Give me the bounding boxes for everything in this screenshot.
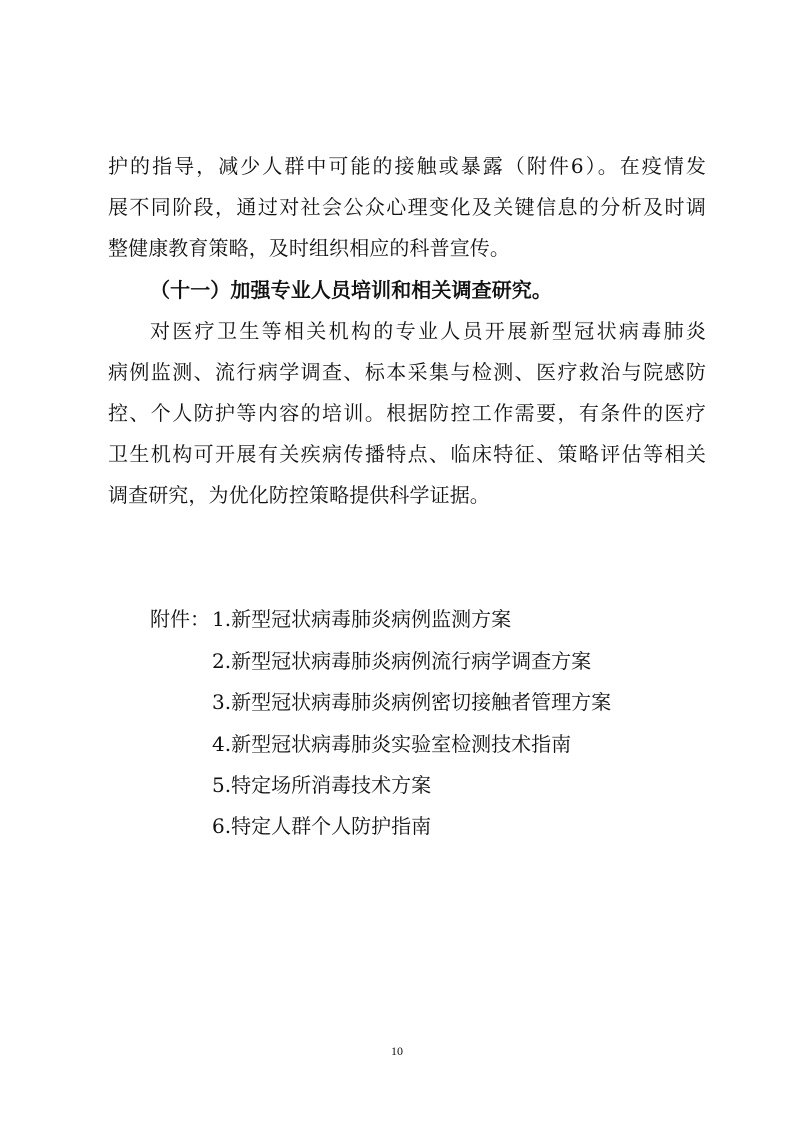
paragraph-line: 展不同阶段，通过对社会公众心理变化及关键信息的分析及时调 [108,195,706,219]
paragraph-line: 调查研究，为优化防控策略提供科学证据。 [108,483,490,507]
attachments-label: 附件： [150,607,210,631]
paragraph-line: 卫生机构可开展有关疾病传播特点、临床特征、策略评估等相关 [108,442,706,466]
attachment-item: 2.新型冠状病毒肺炎病例流行病学调查方案 [212,649,592,673]
paragraph-line: 对医疗卫生等相关机构的专业人员开展新型冠状病毒肺炎 [150,319,706,343]
section-heading: （十一）加强专业人员培训和相关调查研究。 [150,278,552,302]
attachment-item: 6.特定人群个人防护指南 [212,814,432,838]
paragraph-line: 整健康教育策略，及时组织相应的科普宣传。 [108,236,510,260]
paragraph-line: 控、个人防护等内容的培训。根据防控工作需要，有条件的医疗 [108,401,706,425]
paragraph-line: 护的指导，减少人群中可能的接触或暴露（附件6）。在疫情发 [108,154,706,178]
attachment-item: 3.新型冠状病毒肺炎病例密切接触者管理方案 [212,690,612,714]
attachment-item: 1.新型冠状病毒肺炎病例监测方案 [212,607,512,631]
paragraph-line: 病例监测、流行病学调查、标本采集与检测、医疗救治与院感防 [108,360,706,384]
attachment-item: 4.新型冠状病毒肺炎实验室检测技术指南 [212,732,572,756]
attachment-item: 5.特定场所消毒技术方案 [212,773,432,797]
page-number: 10 [391,1044,403,1058]
